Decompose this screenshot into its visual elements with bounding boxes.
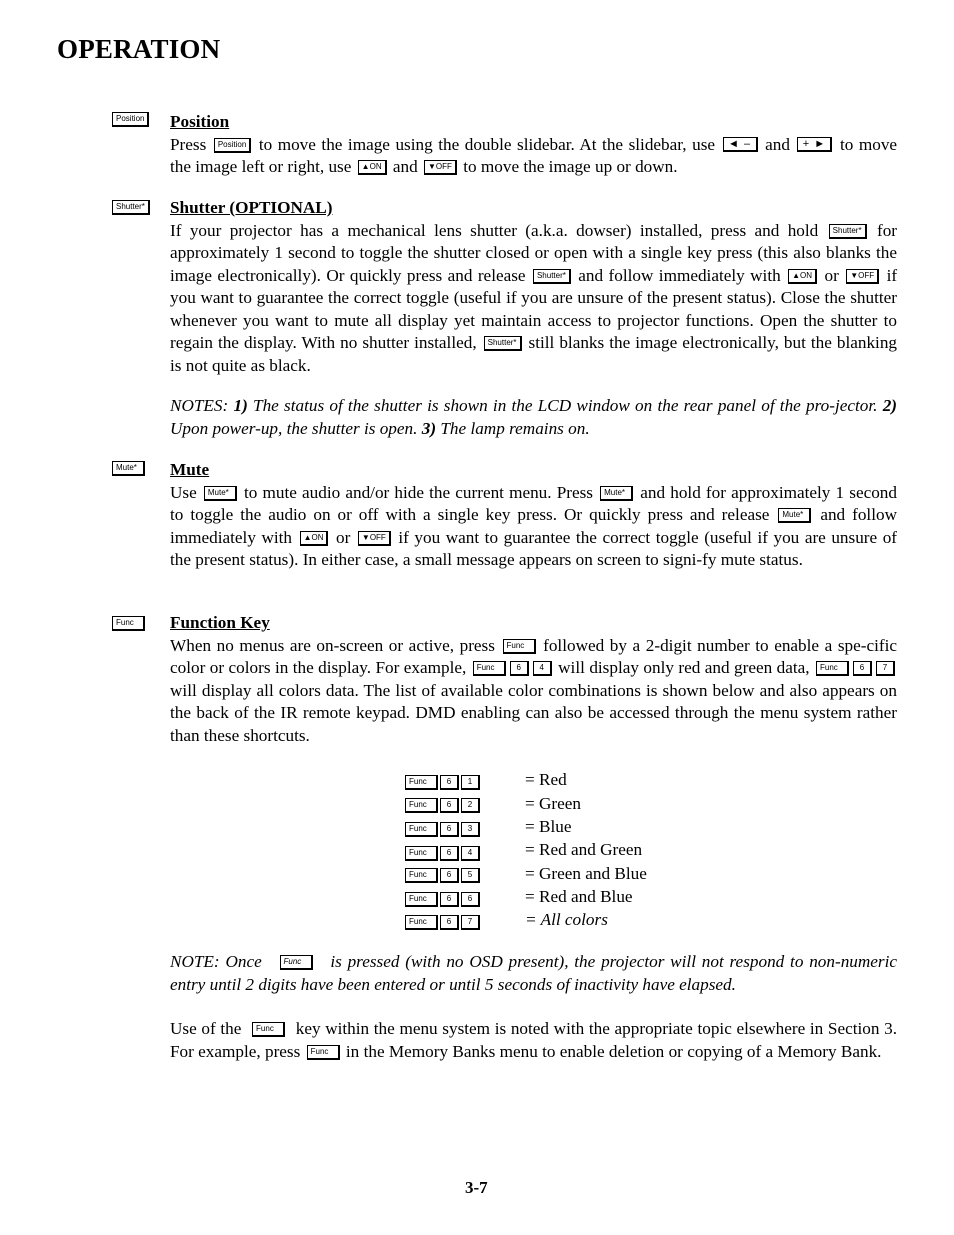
side-mute-key: Mute* — [112, 461, 145, 476]
off-key: ▼OFF — [424, 160, 457, 175]
note-text: NOTE: Once — [170, 952, 262, 971]
page-number: 3-7 — [465, 1178, 488, 1197]
digit-key: 6 — [440, 915, 459, 930]
digit-key: 7 — [461, 915, 480, 930]
position-text: and — [765, 134, 790, 154]
digit-key: 4 — [533, 661, 552, 676]
mute-text: if you want to guarantee the correct toggle (useful if you are unsure of the present status). In either case, a small message appears on screen to signi-fy mute status. — [170, 527, 898, 569]
digit-key: 6 — [440, 798, 459, 813]
notes-label: NOTES: — [170, 396, 229, 415]
combo-row — [404, 821, 481, 841]
func-key: Func — [252, 1022, 285, 1037]
digit-key: 7 — [876, 661, 895, 676]
func-text: Use of the — [170, 1019, 242, 1038]
digit-key: 6 — [461, 892, 480, 907]
right-arrow-key: + ► — [797, 137, 832, 152]
shutter-text: or — [824, 265, 839, 285]
func-key: Func — [405, 846, 438, 861]
digit-key: 6 — [440, 846, 459, 861]
off-key: ▼OFF — [358, 531, 391, 546]
combo-label: = Red — [525, 770, 567, 789]
page-title: OPERATION — [57, 34, 221, 64]
shutter-section — [170, 197, 897, 377]
note-text: is pressed (with no OSD present), the projector will not respond to non-numeric entry until 2 digits have been entered or until 5 seconds of inactivity have elapsed. — [170, 952, 898, 994]
combo-label: = Red and Blue — [525, 887, 633, 906]
mute-text: Use — [170, 482, 197, 502]
mute-key: Mute* — [600, 486, 633, 501]
shutter-text: still blanks the image electronically, but the blanking is not quite as black. — [170, 333, 898, 375]
position-key: Position — [214, 138, 251, 153]
func-key: Func — [405, 775, 438, 790]
note-number: 3) — [421, 418, 437, 438]
digit-key: 3 — [461, 822, 480, 837]
combo-row — [404, 891, 481, 911]
combo-row — [404, 845, 481, 865]
func-key: Func — [280, 955, 313, 970]
on-key: ▲ON — [788, 269, 817, 284]
position-text: and — [392, 157, 418, 176]
func-heading: Function Key — [170, 613, 270, 632]
func-section — [170, 612, 897, 747]
combo-row — [404, 867, 481, 887]
mute-key: Mute* — [778, 508, 811, 523]
mute-text: and hold for approximately 1 second to toggle the audio on or off with a single key press. Or quickly press and release — [170, 482, 897, 524]
mute-key: Mute* — [204, 486, 237, 501]
digit-key: 6 — [853, 661, 872, 676]
side-func-key: Func — [112, 616, 145, 631]
note-number: 1) — [233, 396, 248, 415]
on-key: ▲ON — [300, 531, 329, 546]
func-key: Func — [405, 868, 438, 883]
digit-key: 2 — [461, 798, 480, 813]
digit-key: 6 — [510, 661, 529, 676]
combo-label: = Red and Green — [525, 840, 643, 859]
off-key: ▼OFF — [846, 269, 879, 284]
left-arrow-key: ◄ – — [723, 137, 758, 152]
note-number: 2) — [882, 396, 898, 415]
mute-text: or — [336, 527, 351, 547]
combo-row — [404, 914, 481, 934]
side-position-key: Position — [112, 112, 149, 127]
shutter-key: Shutter* — [533, 269, 571, 284]
on-key: ▲ON — [358, 160, 387, 175]
shutter-heading: Shutter (OPTIONAL) — [170, 198, 333, 217]
side-shutter-key: Shutter* — [112, 200, 150, 215]
func-note — [170, 951, 897, 996]
mute-text: and follow immediately with — [170, 505, 897, 547]
shutter-text: If your projector has a mechanical lens shutter (a.k.a. dowser) installed, press and hold — [170, 220, 819, 240]
func-key: Func — [405, 892, 438, 907]
func-text: followed by a 2-digit number to enable a spe-cific color or colors in the display. For example, — [170, 635, 898, 677]
combo-row — [404, 797, 481, 817]
note-text: The status of the shutter is shown in the LCD window on the rear panel of the pro-jector. — [253, 396, 878, 415]
func-key: Func — [473, 661, 506, 676]
shutter-text: and follow immediately with — [578, 265, 781, 285]
combo-label: = Green — [525, 794, 581, 813]
func-text: will display all colors data. The list of available color combinations is shown below and also appears on the back of the IR remote keypad. DMD enabling can also be accessed through the menu system rather than these shortcuts. — [170, 680, 897, 745]
func-text: When no menus are on-screen or active, press — [170, 635, 495, 655]
func-key: Func — [405, 822, 438, 837]
position-text: to move the image using the double slidebar. At the slidebar, use — [258, 134, 716, 154]
shutter-key: Shutter* — [484, 336, 522, 351]
digit-key: 4 — [461, 846, 480, 861]
digit-key: 6 — [440, 892, 459, 907]
combo-label: = Green and Blue — [525, 864, 647, 883]
mute-text: to mute audio and/or hide the current menu. Press — [244, 482, 593, 502]
func-text: key within the menu system is noted with the appropriate topic elsewhere in Section 3. For example, press — [170, 1019, 898, 1061]
func-key: Func — [503, 639, 536, 654]
combo-row — [404, 774, 481, 794]
func-usage — [170, 1018, 897, 1063]
digit-key: 6 — [440, 775, 459, 790]
func-key: Func — [307, 1045, 340, 1060]
position-heading: Position — [170, 112, 230, 131]
mute-heading: Mute — [170, 460, 210, 479]
shutter-text: for approximately 1 second to toggle the shutter closed or open with a single key press (this also blanks the image electronically). Or quickly press and release — [170, 220, 898, 285]
func-key: Func — [405, 915, 438, 930]
func-text: will display only red and green data, — [558, 658, 810, 677]
position-text: to move the image up or down. — [463, 157, 678, 176]
digit-key: 5 — [461, 868, 480, 883]
position-section — [170, 111, 897, 179]
combo-label: = Blue — [525, 817, 572, 836]
combo-label: = All colors — [525, 910, 608, 929]
digit-key: 1 — [461, 775, 480, 790]
shutter-notes — [170, 395, 897, 440]
func-key: Func — [405, 798, 438, 813]
note-text: Upon power-up, the shutter is open. — [170, 418, 418, 438]
func-key: Func — [816, 661, 849, 676]
func-text: in the Memory Banks menu to enable deletion or copying of a Memory Bank. — [345, 1041, 882, 1061]
position-text: Press — [170, 134, 207, 154]
shutter-key: Shutter* — [829, 224, 867, 239]
digit-key: 6 — [440, 822, 459, 837]
note-text: The lamp remains on. — [440, 418, 590, 438]
position-text: to move the image left or right, use — [170, 134, 898, 176]
mute-section — [170, 459, 897, 572]
digit-key: 6 — [440, 868, 459, 883]
shutter-text: if you want to guarantee the correct toggle (useful if you are unsure of the present status). Close the shutter whenever you want to mute all display yet maintain access to projector functions. Open the shutter to regain the display. With no shutter installed, — [170, 265, 898, 352]
